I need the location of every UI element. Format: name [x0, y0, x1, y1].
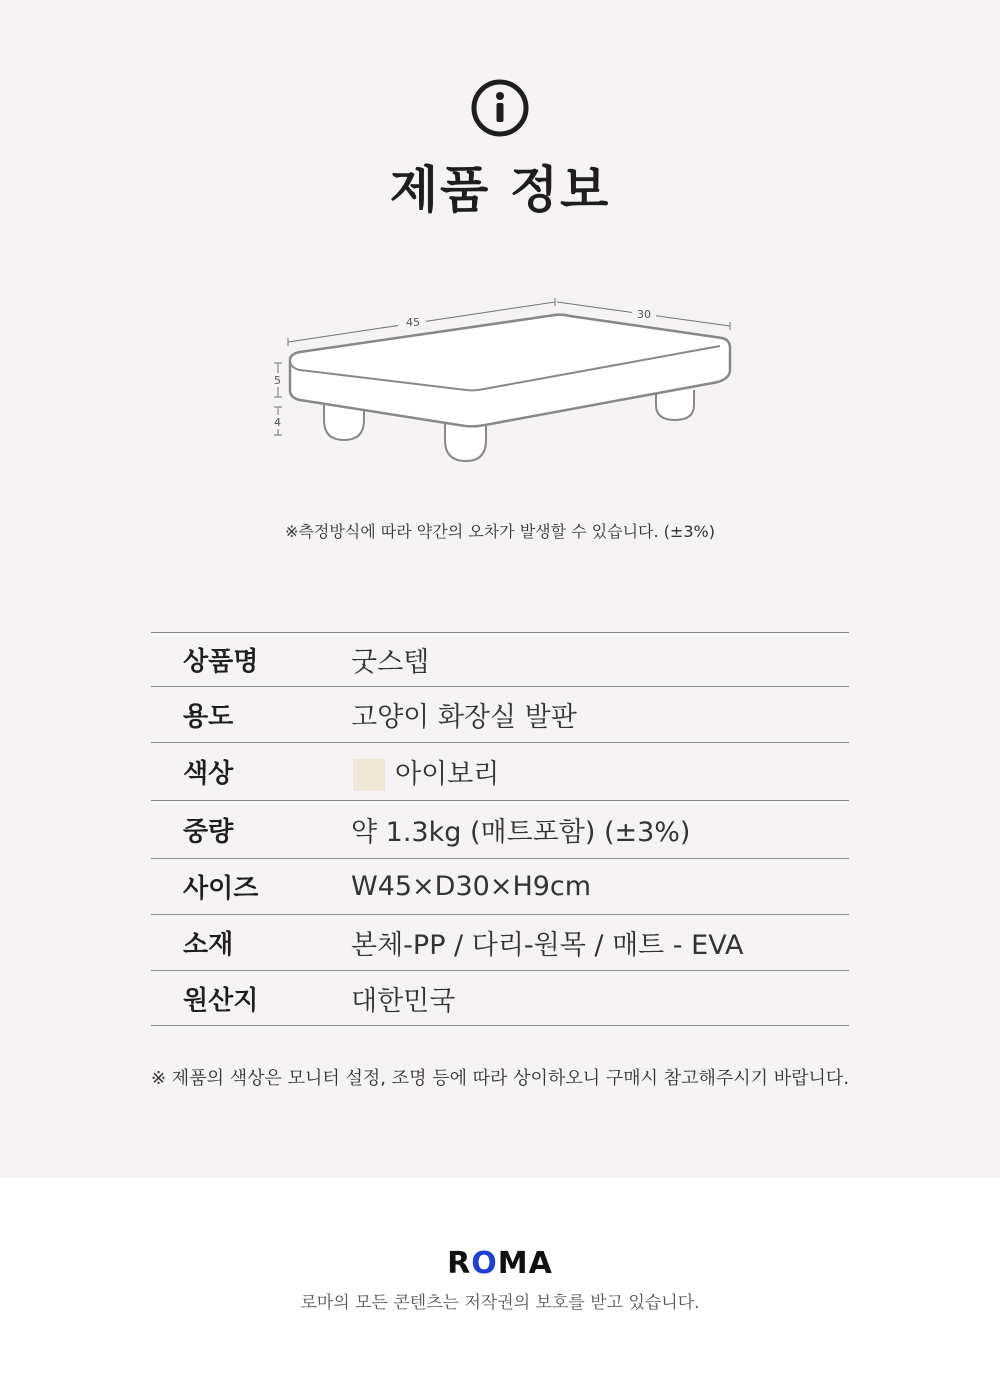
spec-label-color: 색상 [183, 759, 234, 789]
table-row [151, 687, 849, 743]
spec-label-usage: 용도 [183, 702, 234, 732]
spec-value-material: 본체-PP / 다리-원목 / 매트 - EVA [351, 930, 744, 961]
spec-value-origin: 대한민국 [351, 985, 456, 1017]
spec-value-weight: 약 1.3kg (매트포함) (±3%) [351, 817, 691, 848]
color-swatch [353, 759, 385, 791]
table-row [151, 633, 849, 687]
table-row [151, 801, 849, 859]
spec-value-product-name: 굿스텝 [351, 647, 430, 678]
roma-logo: ROMA [447, 1246, 553, 1281]
page-title: 제품 정보 [389, 161, 611, 219]
spec-label-size: 사이즈 [183, 874, 259, 904]
product-dimension-diagram [270, 290, 740, 470]
spec-label-weight: 중량 [183, 817, 234, 847]
table-row [151, 743, 849, 801]
table-row [151, 859, 849, 915]
measurement-note: ※측정방식에 따라 약간의 오차가 발생할 수 있습니다. (±3%) [285, 522, 715, 541]
spec-value-usage: 고양이 화장실 발판 [351, 702, 577, 733]
dim-mat-height-label: 5 [274, 374, 281, 387]
table-row [151, 971, 849, 1026]
spec-table [151, 632, 849, 1026]
spec-value-size: W45×D30×H9cm [351, 871, 592, 902]
copyright-text: 로마의 모든 콘텐츠는 저작권의 보호를 받고 있습니다. [300, 1293, 700, 1313]
color-disclaimer: ※ 제품의 색상은 모니터 설정, 조명 등에 따라 상이하오니 구매시 참고해주시기 바랍니다. [151, 1068, 850, 1089]
dim-width-label: 30 [637, 308, 651, 321]
spec-value-color: 아이보리 [395, 758, 500, 790]
info-circle-icon [470, 78, 530, 138]
table-row [151, 915, 849, 971]
spec-label-origin: 원산지 [183, 985, 259, 1016]
spec-label-product-name: 상품명 [183, 647, 259, 677]
dim-length-label: 45 [406, 316, 420, 329]
footer [0, 1178, 1000, 1381]
spec-label-material: 소재 [183, 930, 234, 960]
dim-leg-height-label: 4 [274, 416, 281, 429]
